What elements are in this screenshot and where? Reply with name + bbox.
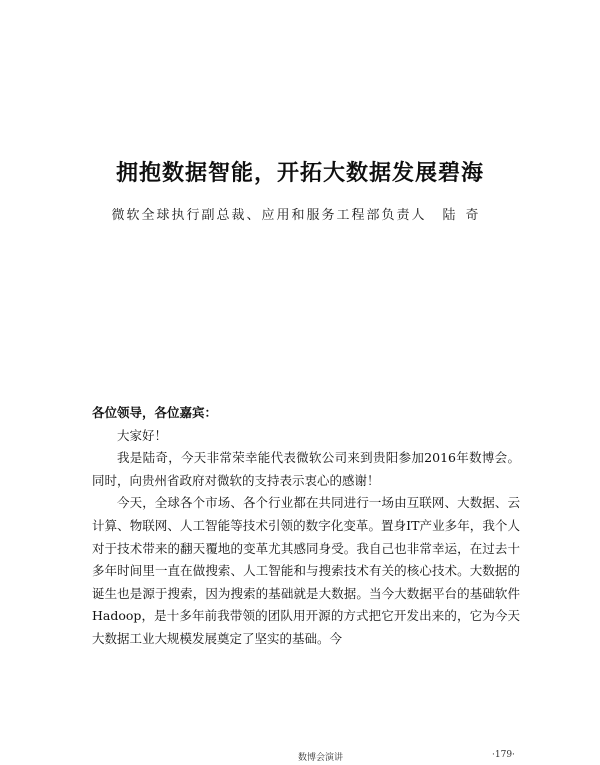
running-footer: 数博会演讲 xyxy=(298,753,344,763)
paragraph-greeting: 大家好！ xyxy=(117,427,168,443)
page-number: ·179· xyxy=(492,750,515,760)
paragraph-digital-transformation: 今天，全球各个市场、各个行业都在共同进行一场由互联网、大数据、云计算、物联网、人工智能等技术引领的数字化变革。置身IT产业多年，我个人对于技术带来的翻天覆地的变革尤其感同身受。我自己也非常幸运，在过去十多年时间里一直在做搜索、人工智能和与搜索技术有关的核心技术。大数据的诞生也是源于搜索，因为搜索的基础就是大数据。当今大数据平台的基础软件Hadoop，是十多年前我带领的团队用开源的方式把它开发出来的，它为今天大数据工业大规模发展奠定了坚实的基础。今 xyxy=(92,495,520,646)
author-position: 微软全球执行副总裁、应用和服务工程部负责人 xyxy=(111,208,427,223)
document-title: 拥抱数据智能，开拓大数据发展碧海 xyxy=(115,161,484,186)
author-byline xyxy=(0,204,600,223)
paragraph-introduction: 我是陆奇，今天非常荣幸能代表微软公司来到贵阳参加2016年数博会。同时，向贵州省政府对微软的支持表示衷心的感谢！ xyxy=(92,450,520,488)
salutation: 各位领导，各位嘉宾： xyxy=(92,405,218,420)
speech-body xyxy=(92,402,520,651)
author-name: 陆奇 xyxy=(442,208,489,223)
